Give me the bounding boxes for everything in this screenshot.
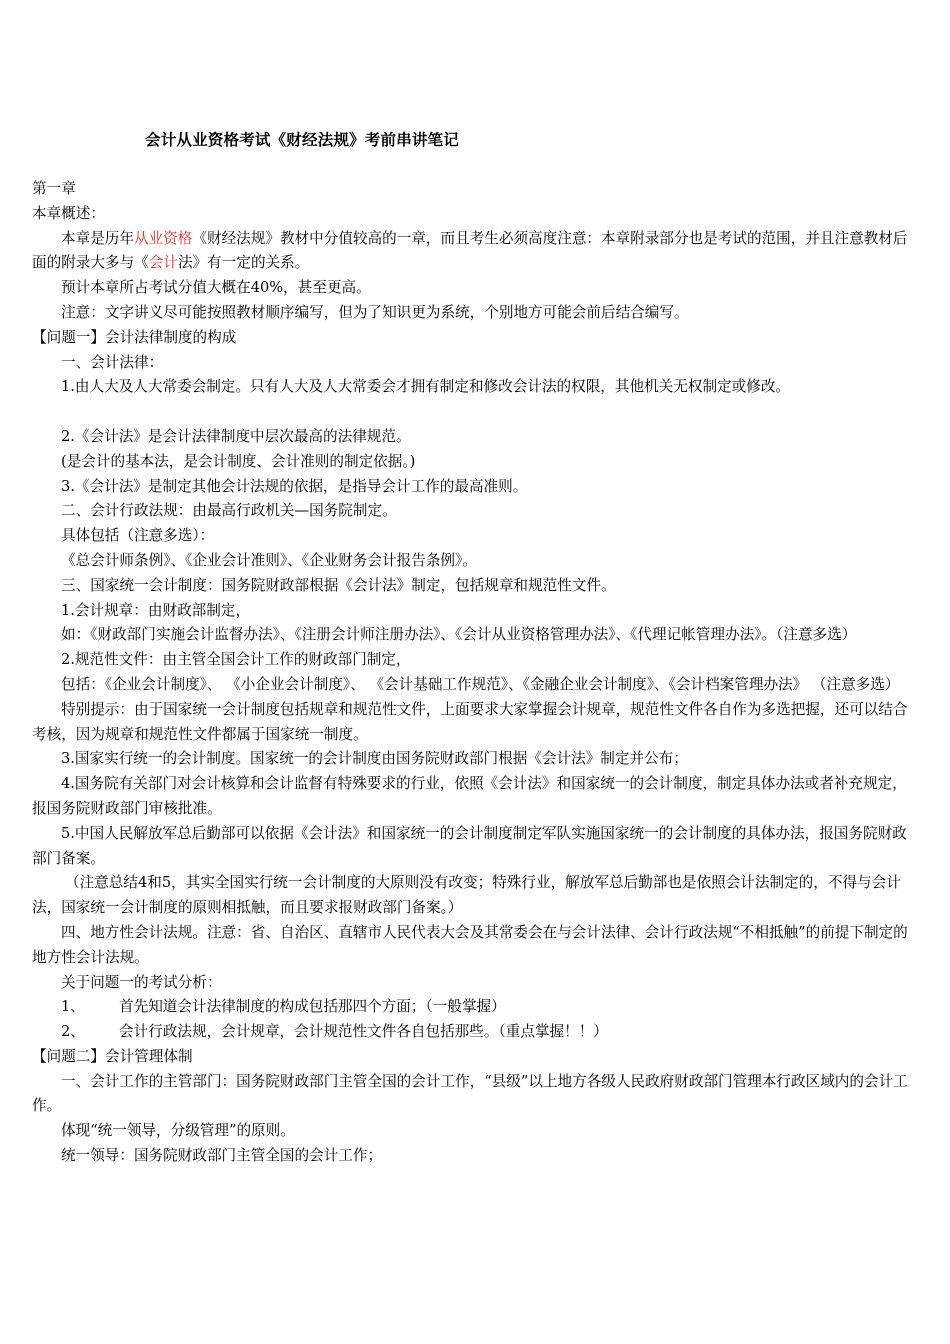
paragraph: 包括：《企业会计制度》、 《小企业会计制度》、 《会计基础工作规范》、《金融企业会计制度》、《会计档案管理办法》 （注意多选） [61,675,900,693]
paragraph: 具体包括（注意多选）： [61,527,215,545]
subsection-heading: 四、地方性会计法规。注意：省、自治区、直辖市人民代表大会及其常委会在与会计法律、会计行政法规“不相抵触”的前提下制定的地方性会计法规。 [32,923,908,966]
list-text: 首先知道会计法律制度的构成包括那四个方面；（一般掌握） [119,998,506,1016]
subsection-heading: 三、国家统一会计制度：国务院财政部根据《会计法》制定，包括规章和规范性文件。 [61,576,616,594]
chapter-heading: 第一章 [32,180,76,197]
highlighted-link[interactable]: 从业资格 [133,229,193,247]
paragraph: 1.由人大及人大常委会制定。只有人大及人大常委会才拥有制定和修改会计法的权限，其他机关无权制定或修改。 [61,378,791,396]
paragraph: 关于问题一的考试分析： [61,973,222,991]
overview-heading: 本章概述： [32,204,105,222]
paragraph: 1.会计规章：由财政部制定， [61,601,251,619]
document-body [32,177,920,1169]
subsection-heading: 一、会计法律： [61,353,164,371]
list-text: 会计行政法规，会计规章，会计规范性文件各自包括那些。（重点掌握！！） [119,1023,608,1041]
text-run: 本章是历年 [61,229,134,247]
section-heading-q1: 【问题一】会计法律制度的构成 [32,328,237,346]
text-run: 法》有一定的关系。 [177,254,310,272]
paragraph: 体现“统一领导，分级管理”的原则。 [61,1122,295,1140]
paragraph: （注意总结4和5，其实全国实行统一会计制度的大原则没有改变；特殊行业，解放军总后勤部也是依照会计法制定的，不得与会计法，国家统一会计制度的原则相抵触，而且要求报财政部门备案。） [32,874,901,917]
paragraph: (是会计的基本法，是会计制度、会计准则的制定依据。) [61,452,416,470]
list-number: 2、 [61,1023,85,1041]
text-run: 《财经法规》教材中分值较高的一章，而且考生必须高度注意：本章附录部分也是考试的范围，并且注意教材后面的附录大多与《 [32,229,908,272]
list-item [32,995,920,1020]
paragraph: 如：《财政部门实施会计监督办法》、《注册会计师注册办法》、《会计从业资格管理办法》、《代理记帐管理办法》。（注意多选） [61,626,857,644]
paragraph: 5.中国人民解放军总后勤部可以依据《会计法》和国家统一的会计制度制定军队实施国家统一的会计制度的具体办法，报国务院财政部门备案。 [32,824,907,867]
paragraph: 统一领导：国务院财政部门主管全国的会计工作； [61,1147,383,1165]
paragraph: 预计本章所占考试分值大概在40%，甚至更高。 [61,279,371,297]
paragraph: 4.国务院有关部门对会计核算和会计监督有特殊要求的行业，依照《会计法》和国家统一的会计制度，制定具体办法或者补充规定，报国务院财政部门审核批准。 [32,775,907,817]
paragraph: 3.《会计法》是制定其他会计法规的依据，是指导会计工作的最高准则。 [61,477,528,495]
highlighted-link[interactable]: 会计 [148,254,178,272]
paragraph: 2.规范性文件：由主管全国会计工作的财政部门制定， [61,651,411,669]
paragraph: 注意：文字讲义尽可能按照教材顺序编写，但为了知识更为系统，个别地方可能会前后结合编写。 [61,303,689,321]
document-title: 会计从业资格考试《财经法规》考前串讲笔记 [145,131,460,149]
paragraph: 一、会计工作的主管部门：国务院财政部门主管全国的会计工作，“县级”以上地方各级人民政府财政部门管理本行政区域内的会计工作。 [32,1072,908,1115]
paragraph: 《总会计师条例》、《企业会计准则》、《企业财务会计报告条例》。 [61,551,477,569]
blank-line [32,400,920,425]
paragraph: 特别提示：由于国家统一会计制度包括规章和规范性文件，上面要求大家掌握会计规章，规范性文件各自作为多选把握，还可以结合考核，因为规章和规范性文件都属于国家统一制度。 [32,700,908,743]
subsection-heading: 二、会计行政法规：由最高行政机关—国务院制定。 [61,502,397,520]
paragraph: 2.《会计法》是会计法律制度中层次最高的法律规范。 [61,427,411,445]
section-heading-q2: 【问题二】会计管理体制 [32,1047,193,1065]
list-number: 1、 [61,998,85,1016]
paragraph: 3.国家实行统一的会计制度。国家统一的会计制度由国务院财政部门根据《会计法》制定并公布； [61,750,688,768]
list-item [32,1020,920,1045]
overview-paragraph [32,227,920,277]
